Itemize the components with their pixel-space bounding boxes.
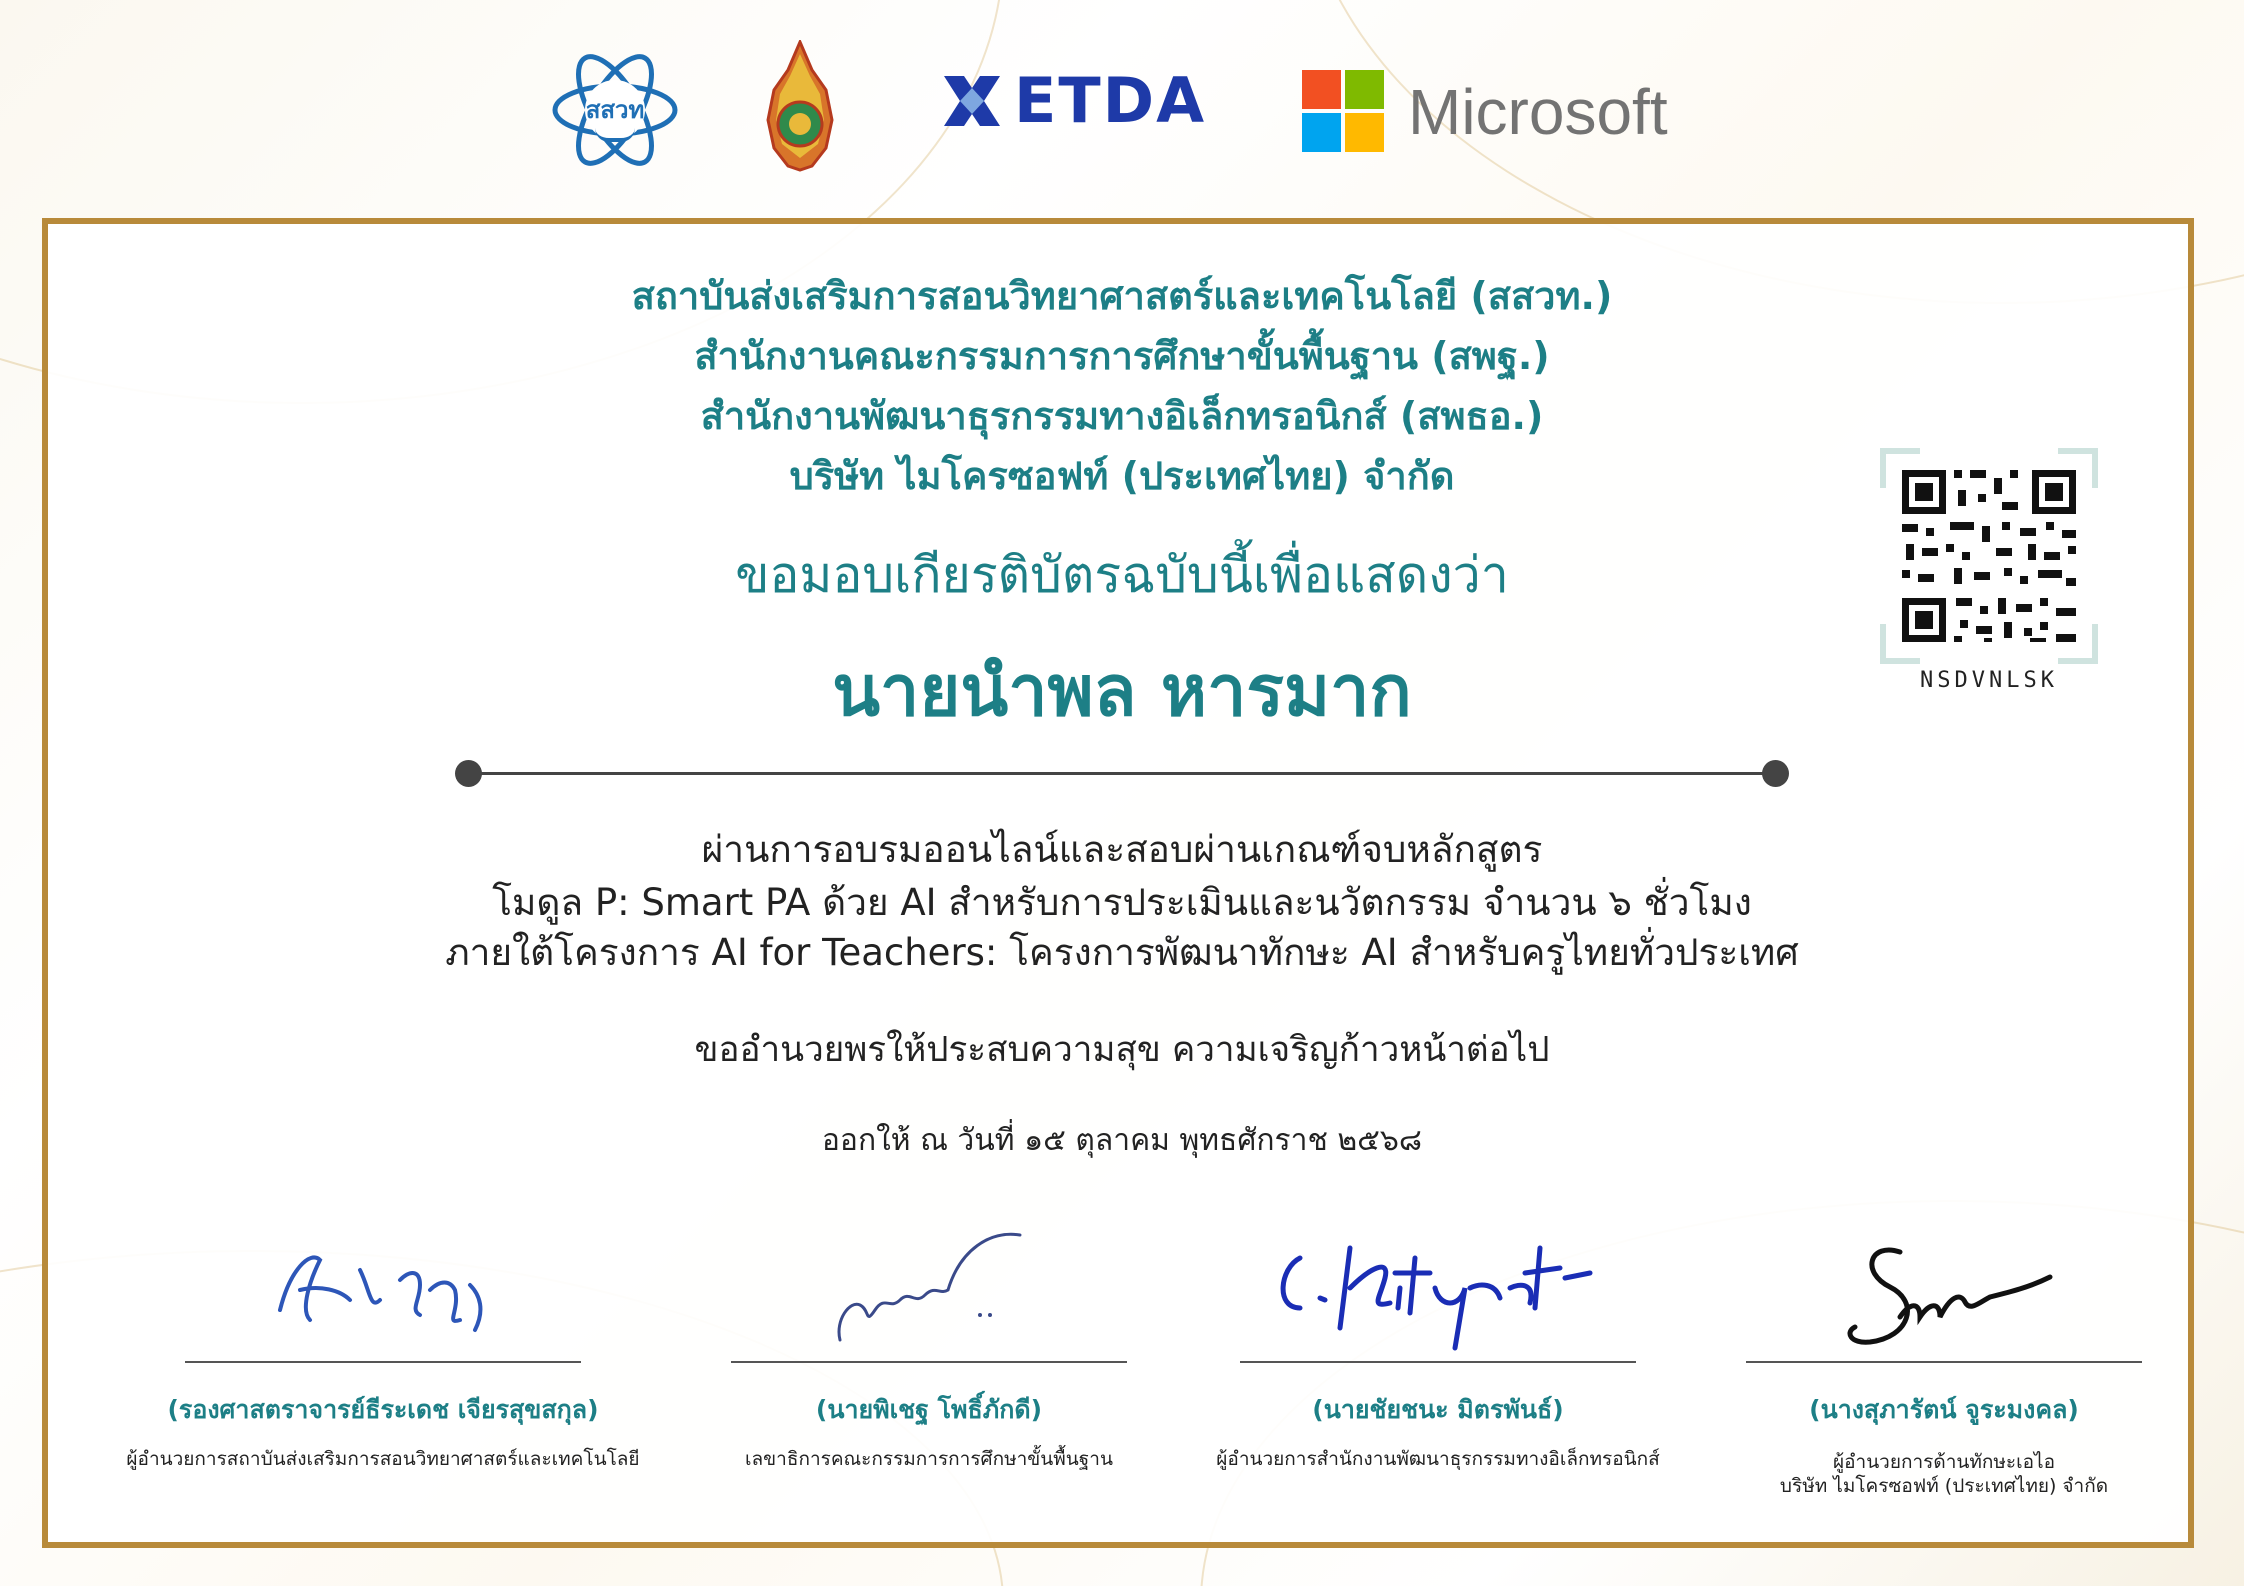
obec-emblem bbox=[760, 40, 840, 172]
emblem-icon bbox=[760, 40, 840, 172]
signatory-title-4: ผู้อำนวยการด้านทักษะเอไอ bbox=[1832, 1451, 2055, 1473]
signature-1 bbox=[270, 1230, 510, 1350]
qr-code-label: NSDVNLSK bbox=[1920, 668, 2058, 693]
etda-logo bbox=[940, 66, 1230, 136]
org-line-ipst: สถาบันส่งเสริมการสอนวิทยาศาสตร์และเทคโนโลยี (สสวท.) bbox=[631, 274, 1613, 318]
body-line-3: ภายใต้โครงการ AI for Teachers: โครงการพัฒนาทักษะ AI สำหรับครูไทยทั่วประเทศ bbox=[445, 931, 1799, 974]
org-line-microsoft: บริษัท ไมโครซอฟท์ (ประเทศไทย) จำกัด bbox=[789, 454, 1455, 498]
signatory-title-3: ผู้อำนวยการสำนักงานพัฒนาธุรกรรมทางอิเล็กทรอนิกส์ bbox=[1216, 1448, 1660, 1470]
signatory-name-2: (นายพิเชฐ โพธิ์ภักดี) bbox=[815, 1395, 1043, 1424]
recipient-name: นายนำพล หารมาก bbox=[832, 650, 1412, 732]
issue-date: ออกให้ ณ วันที่ ๑๕ ตุลาคม พุทธศักราช ๒๕๖๘ bbox=[821, 1123, 1423, 1158]
signatory-name-1: (รองศาสตราจารย์ธีระเดช เจียรสุขสกุล) bbox=[167, 1395, 599, 1424]
signatory-name-4: (นางสุภารัตน์ จูระมงคล) bbox=[1809, 1395, 2079, 1424]
signatory-name-3: (นายชัยชนะ มิตรพันธ์) bbox=[1312, 1395, 1564, 1424]
signature-line-3 bbox=[1240, 1361, 1636, 1363]
org-line-etda: สำนักงานพัฒนาธุรกรรมทางอิเล็กทรอนิกส์ (สพธอ.) bbox=[700, 394, 1544, 438]
signatory-title-2: เลขาธิการคณะกรรมการการศึกษาขั้นพื้นฐาน bbox=[745, 1448, 1113, 1470]
signature-line-4 bbox=[1746, 1361, 2142, 1363]
divider-dot-left bbox=[455, 760, 482, 787]
signature-3 bbox=[1270, 1228, 1610, 1358]
signature-line-1 bbox=[185, 1361, 581, 1363]
etda-logo-text: ETDA bbox=[1014, 64, 1207, 137]
body-line-1: ผ่านการอบรมออนไลน์และสอบผ่านเกณฑ์จบหลักสูตร bbox=[701, 828, 1543, 871]
ipst-logo bbox=[550, 40, 680, 180]
signature-line-2 bbox=[731, 1361, 1127, 1363]
ipst-logo-text: สสวท bbox=[585, 96, 645, 124]
certify-text: ขอมอบเกียรติบัตรฉบับนี้เพื่อแสดงว่า bbox=[735, 546, 1509, 604]
signatory-title-4-line-2: บริษัท ไมโครซอฟท์ (ประเทศไทย) จำกัด bbox=[1779, 1475, 2109, 1497]
qr-code bbox=[1880, 448, 2098, 664]
signature-2 bbox=[830, 1230, 1030, 1350]
divider bbox=[466, 772, 1778, 775]
signatory-title-1: ผู้อำนวยการสถาบันส่งเสริมการสอนวิทยาศาสตร์และเทคโนโลยี bbox=[126, 1448, 640, 1470]
signature-4 bbox=[1840, 1232, 2060, 1352]
blessing-text: ขออำนวยพรให้ประสบความสุข ความเจริญก้าวหน้าต่อไป bbox=[694, 1030, 1550, 1070]
microsoft-logo bbox=[1302, 70, 1702, 155]
qr-code-icon bbox=[1880, 448, 2098, 664]
org-line-obec: สำนักงานคณะกรรมการการศึกษาขั้นพื้นฐาน (สพฐ.) bbox=[694, 334, 1550, 378]
divider-dot-right bbox=[1762, 760, 1789, 787]
microsoft-logo-text: Microsoft bbox=[1408, 76, 1668, 148]
etda-mark-icon bbox=[940, 70, 1004, 132]
body-line-2: โมดูล P: Smart PA ด้วย AI สำหรับการประเมินและนวัตกรรม จำนวน ๖ ชั่วโมง bbox=[492, 881, 1752, 924]
